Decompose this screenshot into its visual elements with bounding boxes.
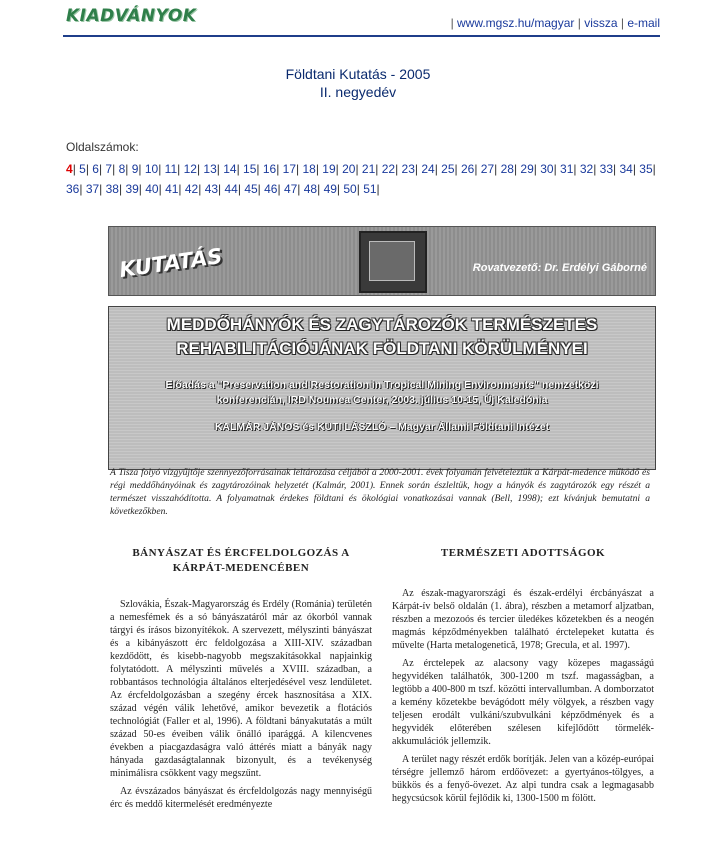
page-numbers-label: Oldalszámok: <box>66 140 139 154</box>
header-divider <box>63 35 660 37</box>
page-link-21[interactable]: 21 <box>361 162 376 176</box>
page-link-45[interactable]: 45 <box>244 182 258 196</box>
page-link-15[interactable]: 15 <box>243 162 257 176</box>
page-link-26[interactable]: 26 <box>460 162 475 176</box>
right-column <box>392 546 654 810</box>
article-intro: A Tisza folyó vízgyűjtője szennyezőforrásainak leltározása céljából a 2000-2001. évek folyamán felvételeztük a Kárpát-medence működő és régi meddőhányóinak és zagytározóinak helyzetét (Kalmár, 2001). Ennek során észleltük, hogy a hányók és zagytározók egy részét a természet visszahódította. A folyamatnak érdekes földtani és ökológiai vonatkozásai vannak (Bell, 1998); ezt kívánjuk bemutatni a következőkben. <box>110 467 650 517</box>
left-column-heading: BÁNYÁSZAT ÉS ÉRCFELDOLGOZÁS A KÁRPÁT-MEDENCÉBEN <box>132 547 350 574</box>
article-title-box <box>108 306 656 470</box>
conference-line-1: Előadás a "Preservation and Restoration in Tropical Mining Environments" nemzetközi <box>165 379 599 391</box>
headline-line-2: REHABILITÁCIÓJÁNAK FÖLDTANI KÖRÜLMÉNYEI <box>176 339 588 358</box>
page-link-19[interactable]: 19 <box>322 162 336 176</box>
page-link-17[interactable]: 17 <box>282 162 296 176</box>
page-link-20[interactable]: 20 <box>342 162 356 176</box>
kiadvanyok-logo[interactable]: KIADVÁNYOK <box>66 6 197 26</box>
left-column <box>110 546 372 816</box>
right-paragraph-1: Az észak-magyarországi és észak-erdélyi ércbányászat a Kárpát-ív belső oldalán (1. ábra), részben a metamorf aljzatban, részben a mezozoós és tercier üledékes kőzetekben és a neogén magmás képződményekben található érctelepeket kutatta és művelte (Harta metalogenetică, 1978; Grecula, et al. 1997). <box>392 588 654 651</box>
page-number-list: 4| 5| 6| 7| 8| 9| 10| 11| 12| 13| 14| 15| 16| 17| 18| 19| 20| 21| 22| 23| 24| 25| 26| 27| 28| 29| 30| 31| 32| 33| 34| 35| 36| 37| 38| 39| 40| 41| 42| 43| 44| 45| 46| 47| 48| 49| 50| 51| <box>66 162 656 196</box>
section-banner <box>108 226 656 296</box>
page-link-50[interactable]: 50 <box>343 182 357 196</box>
scanned-article-page <box>108 226 656 862</box>
page-link-38[interactable]: 38 <box>105 182 119 196</box>
page-link-49[interactable]: 49 <box>323 182 337 196</box>
page-link-41[interactable]: 41 <box>165 182 179 196</box>
home-link[interactable]: www.mgsz.hu/magyar <box>457 16 575 30</box>
page-link-33[interactable]: 33 <box>599 162 613 176</box>
page-link-8[interactable]: 8 <box>118 162 126 176</box>
right-column-heading: TERMÉSZETI ADOTTSÁGOK <box>440 547 606 559</box>
page-link-32[interactable]: 32 <box>579 162 594 176</box>
page-link-6[interactable]: 6 <box>92 162 99 176</box>
page-link-14[interactable]: 14 <box>223 162 237 176</box>
right-paragraph-2: Az érctelepek az alacsony vagy közepes magasságú hegyvidéken találhatók, 300-1200 m tszf. magasságban, a legtöbb a 400-800 m tszf. közötti intervallumban. A domborzatot a kemény kőzetekbe bevágódott mély völgyek, a részben vagy teljesen erodált vulkáni/szubvulkáni képződmények és a hegyvidék előterében szélesen kifejlődött törmelék-akkumulációk jellemzik. <box>392 658 654 747</box>
page-link-24[interactable]: 24 <box>421 162 435 176</box>
page-link-29[interactable]: 29 <box>520 162 534 176</box>
page-link-39[interactable]: 39 <box>125 182 139 196</box>
page-link-44[interactable]: 44 <box>224 182 238 196</box>
page-link-40[interactable]: 40 <box>145 182 159 196</box>
back-link[interactable]: vissza <box>584 16 618 30</box>
page-link-46[interactable]: 46 <box>264 182 278 196</box>
page-link-10[interactable]: 10 <box>144 162 159 176</box>
publication-title: Földtani Kutatás - 2005 <box>285 66 431 82</box>
page-link-16[interactable]: 16 <box>262 162 277 176</box>
email-link[interactable]: e-mail <box>627 16 660 30</box>
column-editor: Rovatvezető: Dr. Erdélyi Gáborné <box>472 262 647 274</box>
page-link-9[interactable]: 9 <box>131 162 139 176</box>
page-link-18[interactable]: 18 <box>302 162 316 176</box>
page-link-25[interactable]: 25 <box>441 162 455 176</box>
page-link-31[interactable]: 31 <box>560 162 574 176</box>
section-title: KUTATÁS <box>117 243 224 283</box>
page-links: 5| 6| 7| 8| 9| 10| 11| 12| 13| 14| 15| 16| 17| 18| 19| 20| 21| 22| 23| 24| 25| 26| 27| 28| 29| 30| 31| 32| 33| 34| 35| 36| 37| 38| 39| 40| 41| 42| 43| 44| 45| 46| 47| 48| 49| 50| 51| <box>66 162 656 196</box>
page-link-43[interactable]: 43 <box>204 182 219 196</box>
page-link-12[interactable]: 12 <box>183 162 197 176</box>
right-paragraph-3: A terület nagy részét erdők borítják. Jelen van a közép-európai térségre jellemző három erdőövezet: a gyertyános-tölgyes, a bükkös és a fenyő-övezet. Az alpi tundra csak a legmagasabb hegycsúcsok körül fejlődik ki, 1300-1500 m fölött. <box>392 754 654 804</box>
page-link-30[interactable]: 30 <box>540 162 554 176</box>
page-link-48[interactable]: 48 <box>303 182 318 196</box>
page-link-27[interactable]: 27 <box>480 162 495 176</box>
page-link-11[interactable]: 11 <box>164 162 178 176</box>
page-link-34[interactable]: 34 <box>619 162 633 176</box>
page-link-51[interactable]: 51 <box>363 182 377 196</box>
page-link-22[interactable]: 22 <box>381 162 396 176</box>
article-authors: KALMÁR JÁNOS és KUTI LÁSZLÓ – Magyar Állami Földtani Intézet <box>214 421 550 433</box>
page-link-37[interactable]: 37 <box>85 182 100 196</box>
page-link-47[interactable]: 47 <box>283 182 298 196</box>
page-link-36[interactable]: 36 <box>66 182 80 196</box>
page-link-28[interactable]: 28 <box>500 162 514 176</box>
page-link-23[interactable]: 23 <box>401 162 415 176</box>
left-paragraph-1: Szlovákia, Észak-Magyarország és Erdély (Románia) területén a nemesfémek és a só bányászatáról már az ókorból vannak tárgyi és írásos bizonyítékok. A szervezett, mélyszinti bányászat és a kibányászott érc feldolgozása a XIII-XIV. században kezdődött, és kisebb-nagyobb megszakításokkal napjainkig folytatódott. A mélyszinti művelés a XVIII. században, a robbantásos technológia általános elterjedésével vesz lendületet. Az ércfeldolgozásban a szegény ércek hasznosítása a XIX. század végén válik lehetővé, amikor bevezetik a flotációs technológiát (Faller et al, 1996). A földtani bányakutatás a múlt század 50-es éveiben válik önálló iparággá. A kilencvenes években a piacgazdaságra való áttérés miatt a bányák nagy hányada gazdaságtalannak bizonyult, és a tevékenység minimálisra csökkent vagy megszűnt. <box>110 599 372 779</box>
page-link-35[interactable]: 35 <box>639 162 653 176</box>
page-link-13[interactable]: 13 <box>203 162 217 176</box>
page-link-42[interactable]: 42 <box>184 182 199 196</box>
page-link-5[interactable]: 5 <box>79 162 86 176</box>
top-links: | www.mgsz.hu/magyar | vissza | e-mail <box>450 16 660 30</box>
page-link-7[interactable]: 7 <box>105 162 113 176</box>
publication-quarter: II. negyedév <box>319 84 397 100</box>
headline-line-1: MEDDŐHÁNYÓK ÉS ZAGYTÁROZÓK TERMÉSZETES <box>166 315 598 334</box>
conference-line-2: konferencián, IRD Noumea Center, 2003. július 10-15, Új Kaledónia <box>216 394 548 406</box>
left-paragraph-2: Az évszázados bányászat és ércfeldolgozás nagy mennyiségű érc és meddő kitermelését eredményezte <box>110 786 372 810</box>
current-page-number: 4 <box>66 162 73 176</box>
drilling-rig-illustration <box>359 231 427 293</box>
